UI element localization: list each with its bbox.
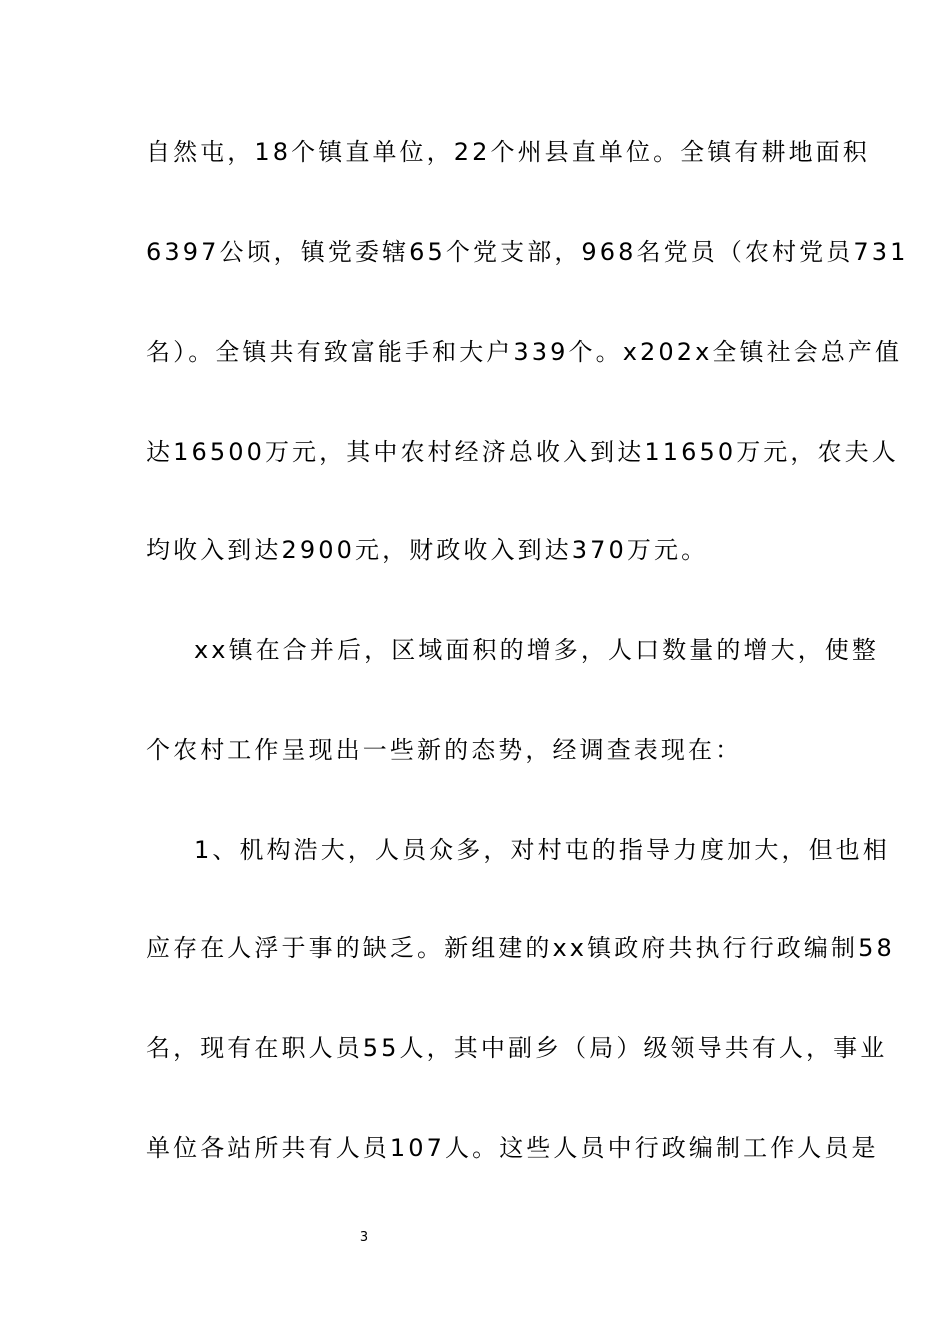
text-line: 应存在人浮于事的缺乏。新组建的xx镇政府共执行行政编制58 bbox=[146, 934, 895, 962]
text-line: 均收入到达2900元，财政收入到达370万元。 bbox=[146, 536, 709, 564]
text-line: 6397公顷，镇党委辖65个党支部，968名党员（农村党员731 bbox=[146, 238, 909, 266]
page-number: 3 bbox=[359, 1230, 369, 1245]
text-line: 达16500万元，其中农村经济总收入到达11650万元，农夫人 bbox=[146, 438, 899, 466]
text-line: 个农村工作呈现出一些新的态势，经调查表现在： bbox=[146, 736, 743, 764]
paragraph-first-line: xx镇在合并后，区域面积的增多，人口数量的增大，使整 bbox=[194, 636, 880, 664]
paragraph-first-line: 1、机构浩大，人员众多，对村屯的指导力度加大，但也相 bbox=[194, 836, 890, 864]
text-line: 名）。全镇共有致富能手和大户339个。x202x全镇社会总产值 bbox=[146, 338, 903, 366]
text-line: 自然屯，18个镇直单位，22个州县直单位。全镇有耕地面积 bbox=[146, 138, 870, 166]
text-line: 名，现有在职人员55人，其中副乡（局）级领导共有人，事业 bbox=[146, 1034, 888, 1062]
text-line: 单位各站所共有人员107人。这些人员中行政编制工作人员是 bbox=[146, 1134, 879, 1162]
